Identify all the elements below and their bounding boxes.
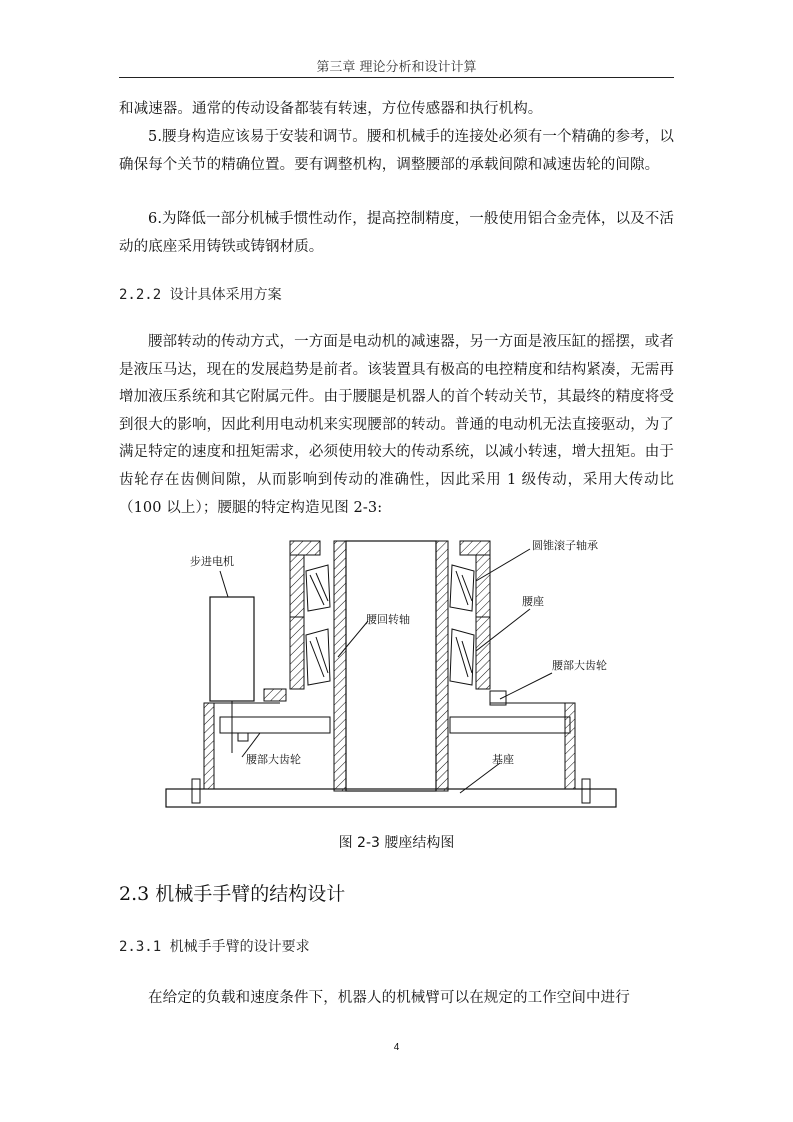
header-rule (119, 77, 674, 78)
waist-rotary-shaft (346, 541, 436, 791)
stepper-motor (210, 597, 254, 701)
label-waist-seat: 腰座 (522, 595, 544, 608)
heading-2-3-1: 2.3.1 机械手手臂的设计要求 (119, 939, 310, 955)
paragraph-1: 和减速器。通常的传动设备都装有转速，方位传感器和执行机构。 (119, 101, 543, 117)
label-base: 基座 (492, 753, 514, 766)
waist-seat-structure-figure (160, 531, 622, 829)
page-number: 4 (393, 1042, 400, 1053)
tapered-bearing-right-bottom (450, 629, 474, 685)
paragraph-item-6: 6.为降低一部分机械手惯性动作，提高控制精度，一般使用铝合金壳体，以及不活动的底座采用铸铁或铸钢材质。 (119, 211, 674, 255)
left-big-gear (220, 717, 330, 733)
base-right-wall (565, 703, 575, 789)
base-plate (166, 789, 616, 807)
label-waist-big-gear-right: 腰部大齿轮 (552, 659, 607, 672)
running-header: 第三章 理论分析和设计计算 (316, 60, 477, 75)
heading-2-3: 2.3 机械手手臂的结构设计 (119, 883, 346, 905)
heading-2-2-2: 2.2.2 设计具体采用方案 (119, 287, 282, 303)
right-big-gear (450, 717, 570, 733)
figure-caption: 图 2-3 腰座结构图 (338, 835, 455, 851)
label-waist-big-gear-left: 腰部大齿轮 (246, 753, 301, 766)
paragraph-waist-transmission: 腰部转动的传动方式，一方面是电动机的减速器，另一方面是液压缸的摇摆，或者是液压马达，现在的发展趋势是前者。该装置具有极高的电控精度和结构紧凑，无需再增加液压系统和其它附属元件。由于腰腿是机器人的首个转动关节，其最终的精度将受到很大的影响，因此利用电动机来实现腰部的转动。普通的电动机无法直接驱动，为了满足特定的速度和扭矩需求，必须使用较大的传动系统，以减小转速，增大扭矩。由于齿轮存在齿侧间隙，从而影响到传动的准确性，因此采用 1 级传动，采用大传动比（100 以上）；腰腿的特定构造见图 2-3: (119, 334, 674, 516)
label-tapered-bearing: 圆锥滚子轴承 (532, 539, 598, 552)
paragraph-item-5: 5.腰身构造应该易于安装和调节。腰和机械手的连接处必须有一个精确的参考，以确保每个关节的精确位置。要有调整机构，调整腰部的承载间隙和减速齿轮的间隙。 (119, 129, 674, 173)
tapered-bearing-left-bottom (306, 629, 330, 685)
label-waist-shaft: 腰回转轴 (366, 613, 410, 626)
paragraph-arm-requirements: 在给定的负载和速度条件下，机器人的机械臂可以在规定的工作空间中进行 (148, 990, 630, 1006)
base-left-wall (204, 703, 214, 789)
tapered-bearing-right-top (450, 565, 474, 611)
tapered-bearing-left-top (306, 565, 330, 611)
label-stepper-motor: 步进电机 (190, 555, 234, 568)
